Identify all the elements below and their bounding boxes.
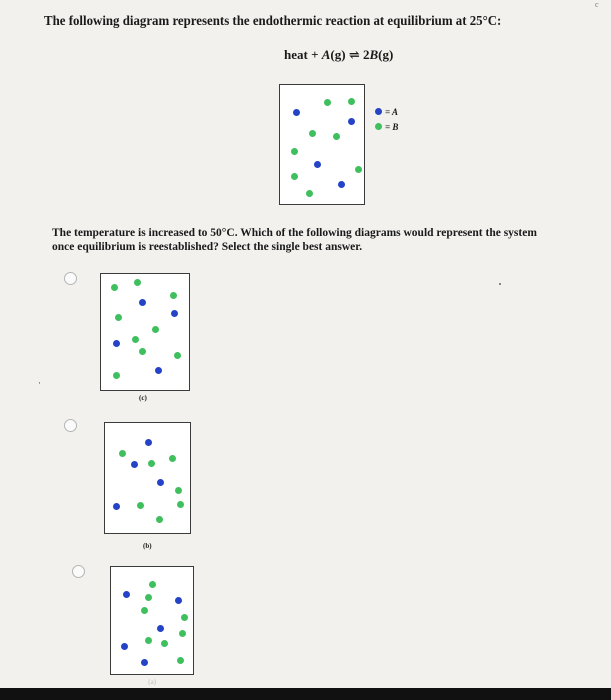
particle-b — [115, 314, 122, 321]
equation-species-a: A — [321, 47, 331, 62]
option-a-radio[interactable] — [72, 565, 85, 578]
particle-a — [113, 340, 120, 347]
legend-a-label: = A — [385, 106, 399, 117]
particle-a — [157, 625, 164, 632]
particle-a — [293, 109, 300, 116]
particle-b — [132, 336, 139, 343]
legend-b-label: = B — [385, 121, 399, 132]
particle-b — [148, 460, 155, 467]
option-b-radio[interactable] — [64, 419, 77, 432]
option-b-caption: (b) — [143, 542, 152, 550]
particle-a — [171, 310, 178, 317]
question-line-2: once equilibrium is reestablished? Select the single best answer. — [52, 241, 363, 253]
particle-b — [145, 637, 152, 644]
particle-b — [169, 455, 176, 462]
particle-a — [145, 439, 152, 446]
initial-diagram-box — [279, 84, 365, 205]
particle-b — [291, 173, 298, 180]
particle-a — [123, 591, 130, 598]
particle-b — [333, 133, 340, 140]
equation-phase-b: (g) — [378, 47, 394, 62]
particle-b — [181, 614, 188, 621]
legend-a-swatch — [375, 108, 382, 115]
option-a-diagram[interactable] — [110, 566, 194, 675]
particle-a — [113, 503, 120, 510]
particle-a — [121, 643, 128, 650]
bottom-bar — [0, 688, 611, 700]
particle-b — [137, 502, 144, 509]
question-line-1: The temperature is increased to 50°C. Which of the following diagrams would represent the system — [52, 227, 537, 239]
particle-b — [174, 352, 181, 359]
particle-b — [355, 166, 362, 173]
particle-b — [170, 292, 177, 299]
legend-b-swatch — [375, 123, 382, 130]
particle-b — [111, 284, 118, 291]
legend — [375, 104, 398, 134]
particle-a — [157, 479, 164, 486]
particle-b — [306, 190, 313, 197]
particle-b — [134, 279, 141, 286]
particle-b — [119, 450, 126, 457]
option-c-radio[interactable] — [64, 272, 77, 285]
legend-row-b — [375, 119, 398, 134]
particle-b — [149, 581, 156, 588]
stray-mark: · — [38, 378, 41, 388]
equation-heat: heat + — [284, 47, 322, 62]
particle-b — [291, 148, 298, 155]
reaction-equation — [284, 47, 393, 63]
particle-a — [155, 367, 162, 374]
particle-b — [113, 372, 120, 379]
legend-row-a — [375, 104, 398, 119]
option-a-caption: (a) — [148, 678, 157, 686]
particle-a — [175, 597, 182, 604]
particle-b — [145, 594, 152, 601]
corner-mark: c — [595, 0, 599, 9]
particle-b — [177, 657, 184, 664]
equation-coef-b: 2 — [363, 47, 370, 62]
option-b-diagram[interactable] — [104, 422, 191, 534]
particle-a — [338, 181, 345, 188]
particle-b — [324, 99, 331, 106]
particle-b — [177, 501, 184, 508]
particle-b — [175, 487, 182, 494]
equation-phase-a: (g) — [330, 47, 346, 62]
stray-dot — [499, 283, 501, 285]
particle-b — [309, 130, 316, 137]
particle-b — [139, 348, 146, 355]
particle-a — [314, 161, 321, 168]
question-title: The following diagram represents the endothermic reaction at equilibrium at 25°C: — [44, 14, 502, 29]
particle-b — [348, 98, 355, 105]
particle-b — [161, 640, 168, 647]
equation-arrow: ⇌ — [345, 47, 363, 62]
particle-b — [141, 607, 148, 614]
particle-a — [141, 659, 148, 666]
option-c-diagram[interactable] — [100, 273, 190, 391]
particle-a — [348, 118, 355, 125]
option-c-caption: (c) — [139, 394, 147, 402]
question-text — [52, 226, 611, 254]
particle-a — [131, 461, 138, 468]
particle-b — [156, 516, 163, 523]
particle-b — [179, 630, 186, 637]
equation-species-b: B — [369, 47, 379, 62]
particle-b — [152, 326, 159, 333]
particle-a — [139, 299, 146, 306]
